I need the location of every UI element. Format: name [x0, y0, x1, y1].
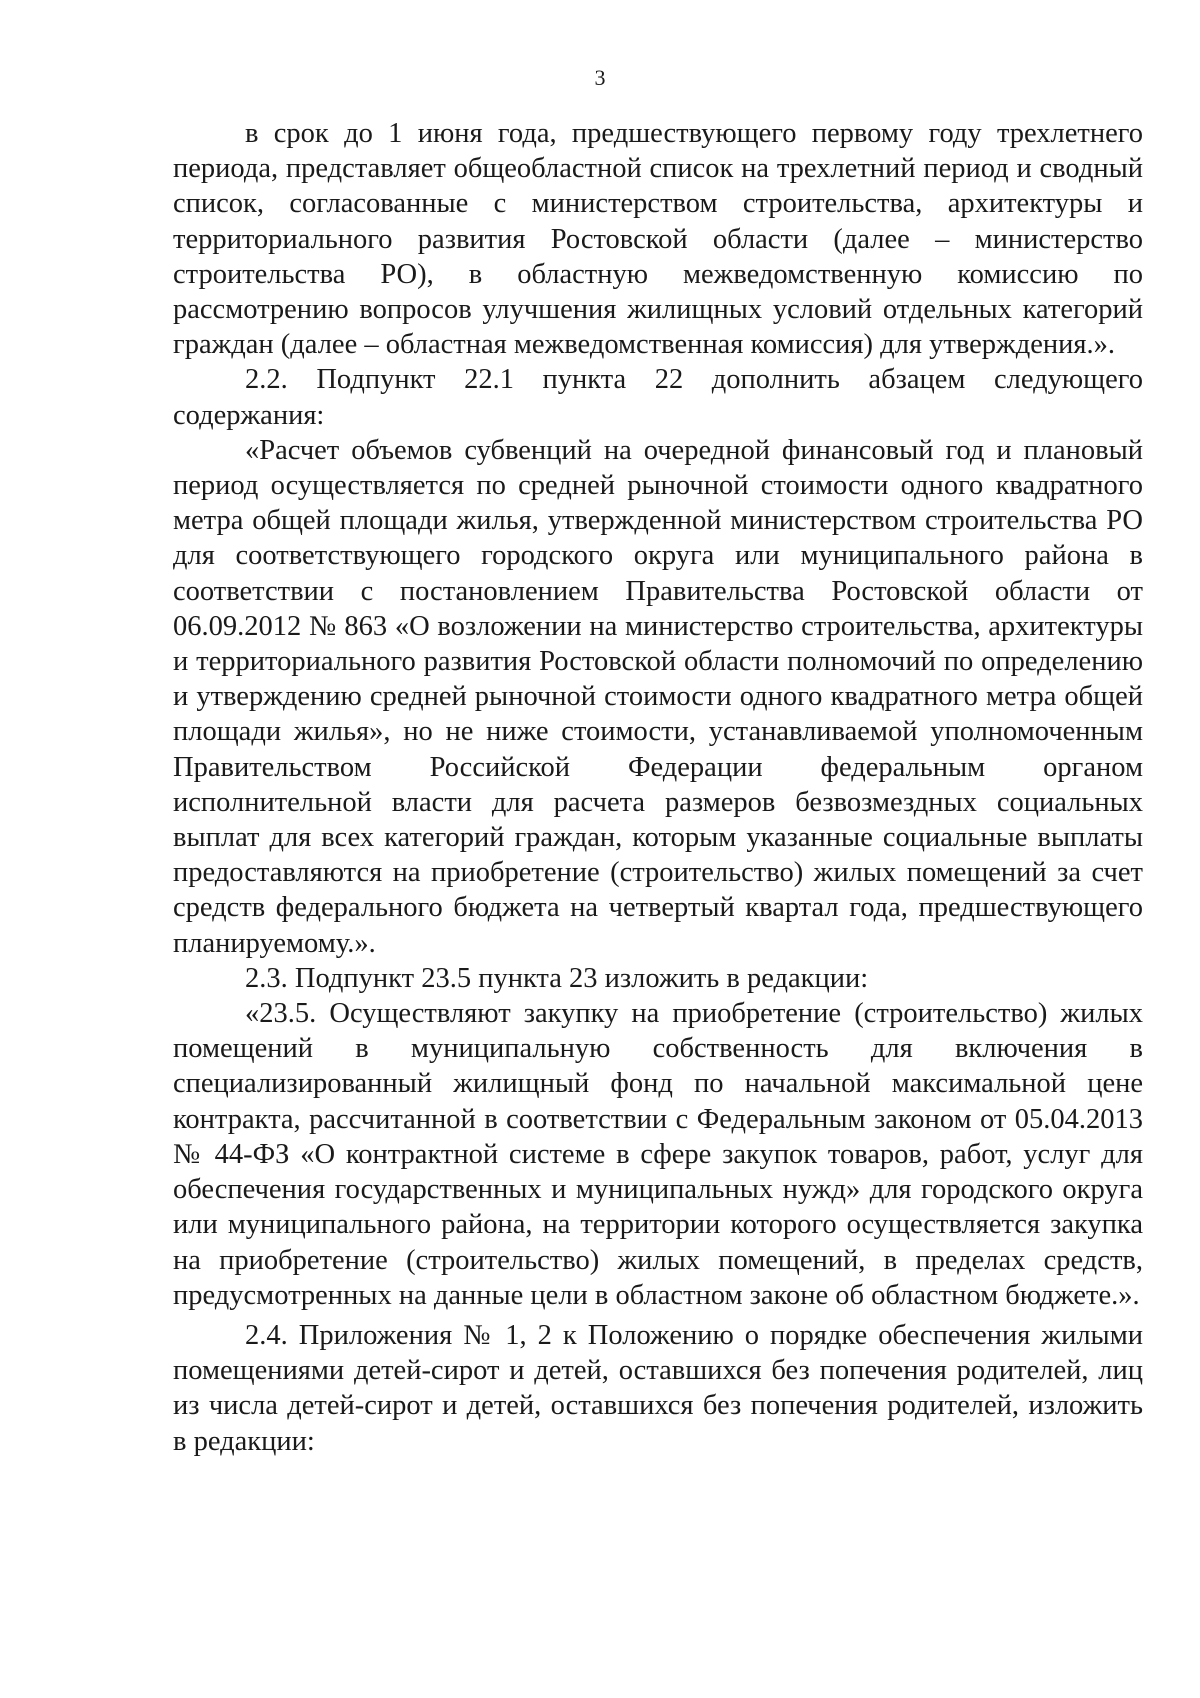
paragraph-2-2-heading: 2.2. Подпункт 22.1 пункта 22 дополнить абзацем следующего содержания: [173, 364, 1143, 431]
paragraph-23-5-procurement: «23.5. Осуществляют закупку на приобретение (строительство) жилых помещений в муниципальную собственность для включения в специализированный жилищный фонд по начальной максимальной цене контракта, рассчитанной в соответствии с Федеральным законом от 05.04.2013 № 44-ФЗ «О контрактной системе в сфере закупок товаров, работ, услуг для обеспечения государственных и муниципальных нужд» для городского округа или муниципального района, на территории которого осуществляется закупка на приобретение (строительство) жилых помещений, в пределах средств, предусмотренных на данные цели в областном законе об областном бюджете.». [173, 998, 1143, 1311]
paragraph-2-4-appendices: 2.4. Приложения № 1, 2 к Положению о порядке обеспечения жилыми помещениями детей-сирот и детей, оставшихся без попечения родителей, лиц из числа детей-сирот и детей, оставшихся без попечения родителей, изложить в редакции: [173, 1319, 1143, 1457]
paragraph-deadline-continuation: в срок до 1 июня года, предшествующего первому году трехлетнего периода, представляет общеобластной список на трехлетний период и сводный список, согласованные с министерством строительства, архитектуры и территориального развития Ростовской области (далее – министерство строительства РО), в областную межведомственную комиссию по рассмотрению вопросов улучшения жилищных условий отдельных категорий граждан (далее – областная межведомственная комиссия) для утверждения.». [173, 118, 1143, 361]
paragraph-2-3-heading: 2.3. Подпункт 23.5 пункта 23 изложить в редакции: [245, 962, 869, 994]
paragraph-subvention-calculation: «Расчет объемов субвенций на очередной финансовый год и плановый период осуществляется по средней рыночной стоимости одного квадратного метра общей площади жилья, утвержденной министерством строительства РО для соответствующего городского округа или муниципального района в соответствии с постановлением Правительства Ростовской области от 06.09.2012 № 863 «О возложении на министерство строительства, архитектуры и территориального развития Ростовской области полномочий по определению и утверждению средней рыночной стоимости одного квадратного метра общей площади жилья», но не ниже стоимости, устанавливаемой уполномоченным Правительством Российской Федерации федеральным органом исполнительной власти для расчета размеров безвозмездных социальных выплат для всех категорий граждан, которым указанные социальные выплаты предоставляются на приобретение (строительство) жилых помещений за счет средств федерального бюджета на четвертый квартал года, предшествующего планируемому.». [173, 434, 1143, 959]
document-body [173, 116, 1143, 1459]
page-number: 3 [594, 65, 606, 90]
